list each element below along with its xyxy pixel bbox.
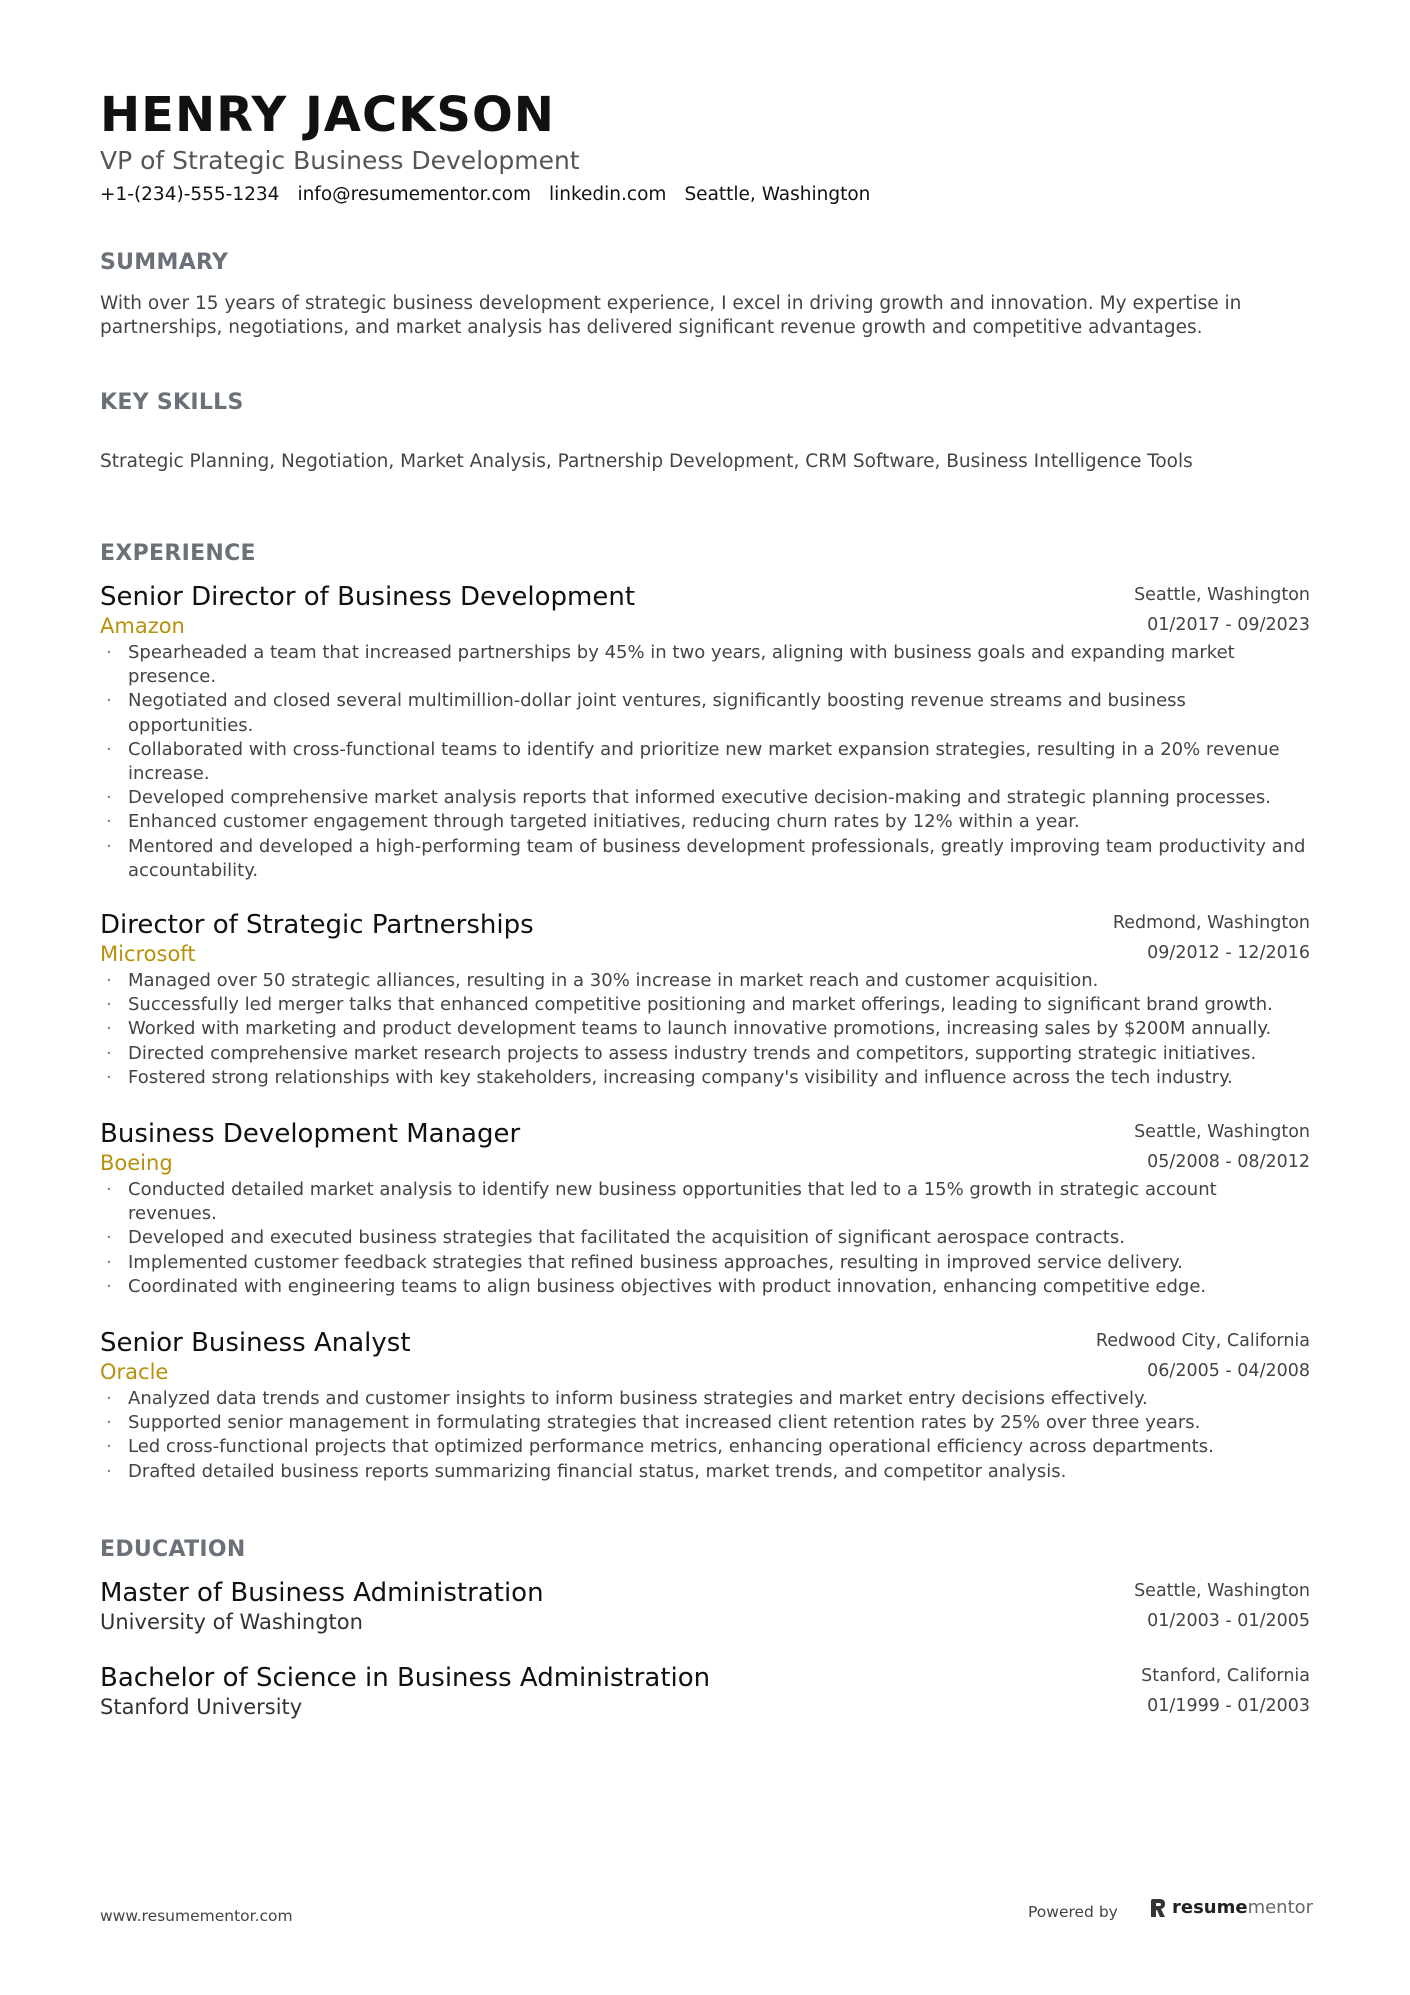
job-company: Boeing (100, 1151, 173, 1175)
job-bullet: · Collaborated with cross-functional teams to identify and prioritize new market expansion strategies, resulting in a 20% revenue increase. (100, 738, 1310, 786)
summary-text: With over 15 years of strategic business development experience, I excel in driving growth and innovation. My expertise in partnerships, negotiations, and market analysis has delivered significant revenue growth and competitive advantages. (100, 293, 1242, 338)
job-bullet: · Directed comprehensive market research projects to assess industry trends and competitors, supporting strategic initiatives. (100, 1042, 1310, 1066)
education-entry (100, 1662, 1310, 1722)
footer-brand-text (1172, 1896, 1313, 1920)
job-bullet: · Managed over 50 strategic alliances, resulting in a 30% increase in market reach and customer acquisition. (100, 969, 1310, 993)
job-bullets (100, 969, 1310, 1090)
job-entry (100, 1327, 1310, 1484)
skills-section (100, 388, 1310, 418)
footer-brand-logo[interactable] (1148, 1896, 1313, 1920)
job-company: Oracle (100, 1360, 169, 1384)
job-title: Director of Strategic Partnerships (100, 910, 534, 940)
education-school: University of Washington (100, 1610, 363, 1634)
education-school: Stanford University (100, 1695, 303, 1719)
job-bullets (100, 1387, 1310, 1484)
job-bullet: · Mentored and developed a high-performing team of business development professionals, greatly improving team productivity and accountability. (100, 835, 1310, 883)
job-dates: 09/2012 - 12/2016 (1147, 943, 1310, 963)
job-bullet: · Analyzed data trends and customer insights to inform business strategies and market entry decisions effectively. (100, 1387, 1310, 1411)
footer-url[interactable]: www.resumementor.com (100, 1907, 293, 1925)
job-bullet: · Implemented customer feedback strategies that refined business approaches, resulting in improved service delivery. (100, 1251, 1310, 1275)
job-entry (100, 1118, 1310, 1299)
resumementor-logo-icon (1148, 1897, 1168, 1919)
job-entry (100, 581, 1310, 883)
section-title-skills: KEY SKILLS (100, 390, 244, 415)
job-header (100, 1327, 1310, 1387)
section-title-education: EDUCATION (100, 1537, 246, 1562)
contact-line (100, 182, 870, 208)
contact-linkedin[interactable]: linkedin.com (548, 184, 667, 205)
candidate-role: VP of Strategic Business Development (100, 146, 580, 175)
job-bullet: · Fostered strong relationships with key stakeholders, increasing company's visibility and influence across the tech industry. (100, 1066, 1310, 1090)
experience-section (100, 539, 1310, 569)
contact-location: Seattle, Washington (684, 184, 871, 205)
education-header (100, 1577, 1310, 1637)
job-bullet: · Developed and executed business strategies that facilitated the acquisition of significant aerospace contracts. (100, 1226, 1310, 1250)
education-dates: 01/1999 - 01/2003 (1147, 1696, 1310, 1716)
job-location: Seattle, Washington (1134, 1122, 1310, 1142)
job-title: Senior Business Analyst (100, 1328, 411, 1358)
contact-email[interactable]: info@resumementor.com (297, 184, 531, 205)
summary-section (100, 248, 1310, 278)
job-bullet: · Conducted detailed market analysis to identify new business opportunities that led to a 15% growth in strategic account revenues. (100, 1178, 1310, 1226)
education-degree: Bachelor of Science in Business Administration (100, 1663, 711, 1693)
job-bullets (100, 1178, 1310, 1299)
job-bullet: · Worked with marketing and product development teams to launch innovative promotions, increasing sales by $200M annually. (100, 1017, 1310, 1041)
job-bullet: · Successfully led merger talks that enhanced competitive positioning and market offerings, leading to significant brand growth. (100, 993, 1310, 1017)
skills-text: Strategic Planning, Negotiation, Market Analysis, Partnership Development, CRM Software, Business Intelligence Tools (100, 451, 1193, 472)
job-header (100, 909, 1310, 969)
job-bullet: · Developed comprehensive market analysis reports that informed executive decision-making and strategic planning processes. (100, 786, 1310, 810)
education-header (100, 1662, 1310, 1722)
job-bullet: · Drafted detailed business reports summarizing financial status, market trends, and competitor analysis. (100, 1460, 1310, 1484)
job-bullet: · Led cross-functional projects that optimized performance metrics, enhancing operational efficiency across departments. (100, 1435, 1310, 1459)
job-location: Redwood City, California (1095, 1331, 1310, 1351)
job-location: Redmond, Washington (1112, 913, 1310, 933)
job-bullet: · Coordinated with engineering teams to align business objectives with product innovation, enhancing competitive edge. (100, 1275, 1310, 1299)
education-entry (100, 1577, 1310, 1637)
job-entry (100, 909, 1310, 1090)
brand-bold-part: resume (1172, 1897, 1248, 1918)
footer-powered-by: Powered by (1028, 1903, 1118, 1921)
job-company: Microsoft (100, 942, 196, 966)
job-bullets (100, 641, 1310, 883)
job-location: Seattle, Washington (1134, 585, 1310, 605)
resume-page (100, 0, 1310, 1995)
job-company: Amazon (100, 614, 185, 638)
job-bullet: · Negotiated and closed several multimillion-dollar joint ventures, significantly boosting revenue streams and business opportunities. (100, 689, 1310, 737)
job-bullet: · Enhanced customer engagement through targeted initiatives, reducing churn rates by 12% within a year. (100, 810, 1310, 834)
section-title-summary: SUMMARY (100, 250, 229, 275)
job-dates: 06/2005 - 04/2008 (1147, 1361, 1310, 1381)
job-title: Senior Director of Business Development (100, 582, 636, 612)
job-bullet: · Supported senior management in formulating strategies that increased client retention rates by 25% over three years. (100, 1411, 1310, 1435)
job-dates: 01/2017 - 09/2023 (1147, 615, 1310, 635)
education-location: Stanford, California (1141, 1666, 1310, 1686)
job-header (100, 581, 1310, 641)
contact-phone: +1-(234)-555-1234 (100, 184, 280, 205)
job-dates: 05/2008 - 08/2012 (1147, 1152, 1310, 1172)
candidate-name: HENRY JACKSON (100, 87, 555, 143)
education-section (100, 1535, 1310, 1565)
section-title-experience: EXPERIENCE (100, 541, 256, 566)
education-degree: Master of Business Administration (100, 1578, 544, 1608)
education-location: Seattle, Washington (1134, 1581, 1310, 1601)
job-title: Business Development Manager (100, 1119, 521, 1149)
education-dates: 01/2003 - 01/2005 (1147, 1611, 1310, 1631)
brand-light-part: mentor (1247, 1897, 1314, 1918)
job-header (100, 1118, 1310, 1178)
job-bullet: · Spearheaded a team that increased partnerships by 45% in two years, aligning with business goals and expanding market presence. (100, 641, 1310, 689)
